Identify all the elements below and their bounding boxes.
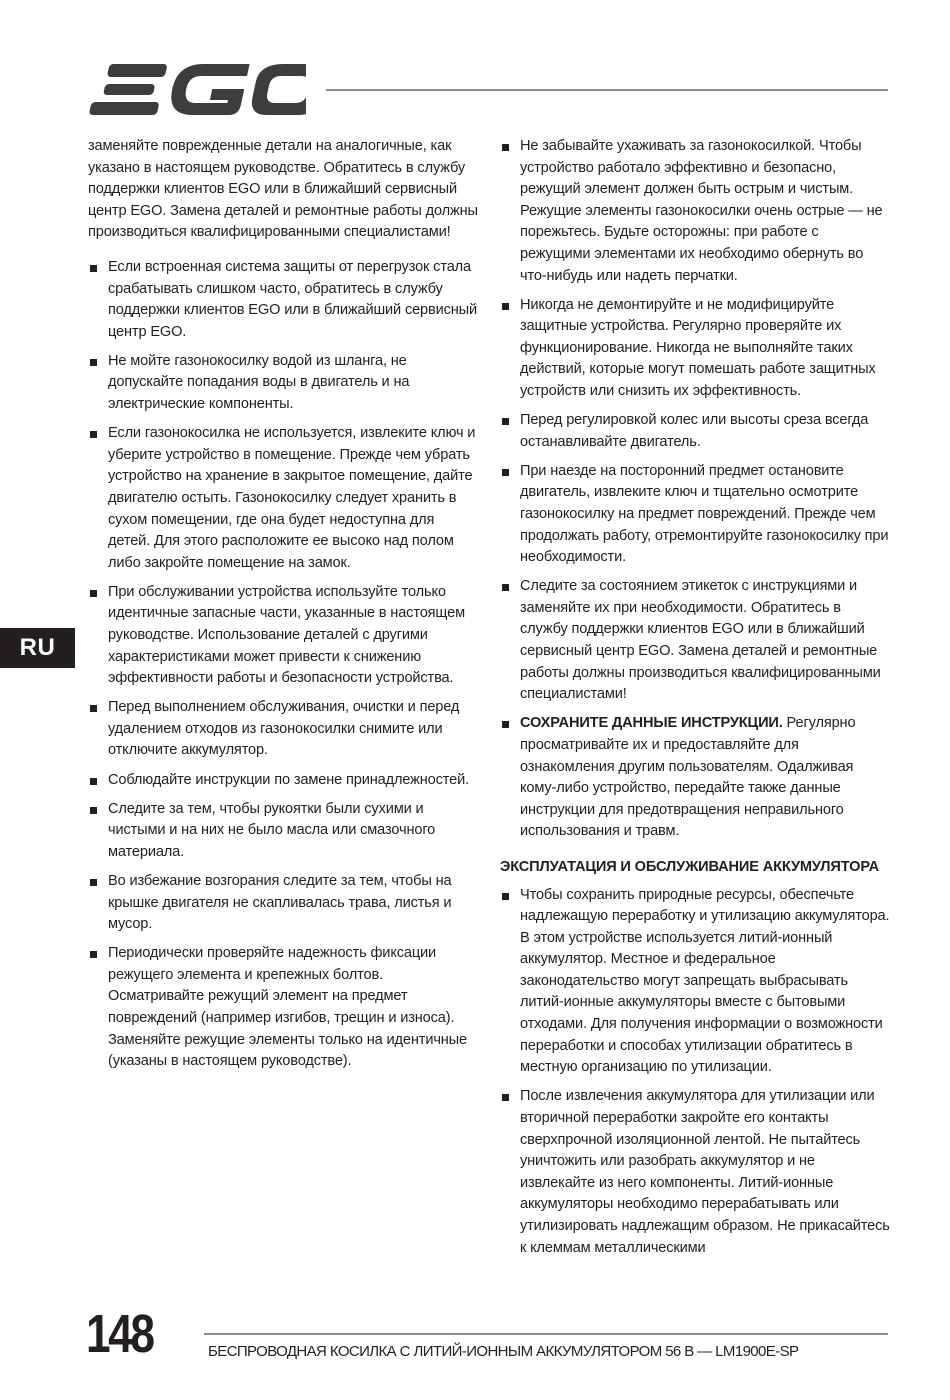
list-item: При наезде на посторонний предмет остановите двигатель, извлеките ключ и тщательно осмотрите газонокосилку на предмет повреждений. Прежде чем продолжать работу, отремонтируйте газонокосилку при необходимости. xyxy=(500,461,892,569)
bullet-square-icon xyxy=(90,359,97,366)
list-item: Периодически проверяйте надежность фиксации режущего элемента и крепежных болтов. Осматривайте режущий элемент на предмет повреждений (например изгибов, трещин и износа). Заменяйте режущие элементы только на идентичные (указаны в настоящем руководстве). xyxy=(88,943,478,1073)
list-item: Перед выполнением обслуживания, очистки и перед удалением отходов из газонокосилки снимите или отключите аккумулятор. xyxy=(88,697,478,762)
ego-logo xyxy=(88,62,306,118)
language-tab: RU xyxy=(0,628,75,668)
bullet-square-icon xyxy=(90,590,97,597)
save-instructions-text: Регулярно просматривайте их и предоставляйте для ознакомления другим пользователям. Одалживая кому-либо устройство, передайте также данные инструкции для предотвращения неправильного использования и травм. xyxy=(520,715,856,840)
list-item: Следите за состоянием этикеток с инструкциями и заменяйте их при необходимости. Обратитесь в службу поддержки клиентов EGO или в ближайший сервисный центр EGO. Замена деталей и ремонтные работы должны производиться квалифицированными специалистами! xyxy=(500,576,892,706)
footer-title: БЕСПРОВОДНАЯ КОСИЛКА С ЛИТИЙ-ИОННЫМ АККУМУЛЯТОРОМ 56 В — LM1900E-SP xyxy=(208,1343,799,1360)
list-item: Следите за тем, чтобы рукоятки были сухими и чистыми и на них не было масла или смазочного материала. xyxy=(88,799,478,864)
list-item: Не забывайте ухаживать за газонокосилкой. Чтобы устройство работало эффективно и безопасно, режущий элемент должен быть острым и чистым. Режущие элементы газонокосилки очень острые — не порежьтесь. Будьте осторожны: при работе с режущими элементами их необходимо обернуть во что-нибудь или надеть перчатки. xyxy=(500,136,892,287)
bullet-square-icon xyxy=(502,893,509,900)
section-heading: ЭКСПЛУАТАЦИЯ И ОБСЛУЖИВАНИЕ АККУМУЛЯТОРА xyxy=(500,858,880,875)
list-item: Перед регулировкой колес или высоты среза всегда останавливайте двигатель. xyxy=(500,410,892,453)
header-rule xyxy=(326,89,888,91)
bullet-square-icon xyxy=(502,303,509,310)
bullet-square-icon xyxy=(502,584,509,591)
list-item: При обслуживании устройства используйте только идентичные запасные части, указанные в настоящем руководстве. Использование деталей с другими характеристиками может привести к снижению эффективности работы и безопасности устройства. xyxy=(88,582,478,690)
bullet-square-icon xyxy=(502,469,509,476)
list-item: После извлечения аккумулятора для утилизации или вторичной переработки закройте его контакты сверхпрочной изоляционной лентой. Не пытайтесь уничтожить или разобрать аккумулятор и не извлекайте из него компоненты. Литий-ионные аккумуляторы необходимо перерабатывать или утилизировать надлежащим образом. Не прикасайтесь к клеммам металлическими xyxy=(500,1086,892,1259)
bullet-square-icon xyxy=(90,951,97,958)
right-bullet-list xyxy=(500,136,892,843)
list-item: Если газонокосилка не используется, извлеките ключ и уберите устройство в помещение. Прежде чем убрать устройство на хранение в закрытое помещение, дайте двигателю остыть. Газонокосилку следует хранить в сухом помещении, где она будет недоступна для детей. Для этого расположите ее высоко над полом либо закройте помещение на замок. xyxy=(88,423,478,574)
list-item: Не мойте газонокосилку водой из шланга, не допускайте попадания воды в двигатель и на электрические компоненты. xyxy=(88,351,478,416)
list-item: Соблюдайте инструкции по замене принадлежностей. xyxy=(88,770,478,792)
battery-bullet-list xyxy=(500,885,892,1260)
bullet-square-icon xyxy=(502,144,509,151)
bullet-square-icon xyxy=(502,418,509,425)
left-bullet-list xyxy=(88,257,478,1073)
list-item: Чтобы сохранить природные ресурсы, обеспечьте надлежащую переработку и утилизацию аккумулятора. В этом устройстве используется литий-ионный аккумулятор. Местное и федеральное законодательство могут запрещать выбрасывать литий-ионные аккумуляторы вместе с бытовыми отходами. Для получения информации о возможности переработки и способах утилизации обратитесь в местную организацию по утилизации. xyxy=(500,885,892,1079)
intro-paragraph: заменяйте поврежденные детали на аналогичные, как указано в настоящем руководстве. Обратитесь в службу поддержки клиентов EGO или в ближайший сервисный центр EGO. Замена деталей и ремонтные работы должны производиться квалифицированными специалистами! xyxy=(88,138,478,241)
bullet-square-icon xyxy=(502,721,509,728)
save-instructions-lead: СОХРАНИТЕ ДАННЫЕ ИНСТРУКЦИИ. xyxy=(520,715,783,732)
bullet-square-icon xyxy=(90,778,97,785)
bullet-square-icon xyxy=(90,431,97,438)
save-instructions-item xyxy=(500,713,892,843)
brand-text: EGO xyxy=(88,62,91,63)
list-item: Если встроенная система защиты от перегрузок стала срабатывать слишком часто, обратитесь в службу поддержки клиентов EGO или в ближайший сервисный центр EGO. xyxy=(88,257,478,343)
page-number: 148 xyxy=(86,1304,153,1364)
bullet-square-icon xyxy=(90,705,97,712)
bullet-square-icon xyxy=(502,1094,509,1101)
list-item: Во избежание возгорания следите за тем, чтобы на крышке двигателя не скапливалась трава, листья и мусор. xyxy=(88,871,478,936)
bullet-square-icon xyxy=(90,879,97,886)
footer-rule xyxy=(204,1333,888,1335)
left-column xyxy=(88,136,478,1080)
right-column xyxy=(500,136,892,1267)
bullet-square-icon xyxy=(90,265,97,272)
bullet-square-icon xyxy=(90,807,97,814)
list-item: Никогда не демонтируйте и не модифицируйте защитные устройства. Регулярно проверяйте их функционирование. Никогда не выполняйте таких действий, которые могут помешать работе защитных устройств или снизить их эффективность. xyxy=(500,295,892,403)
